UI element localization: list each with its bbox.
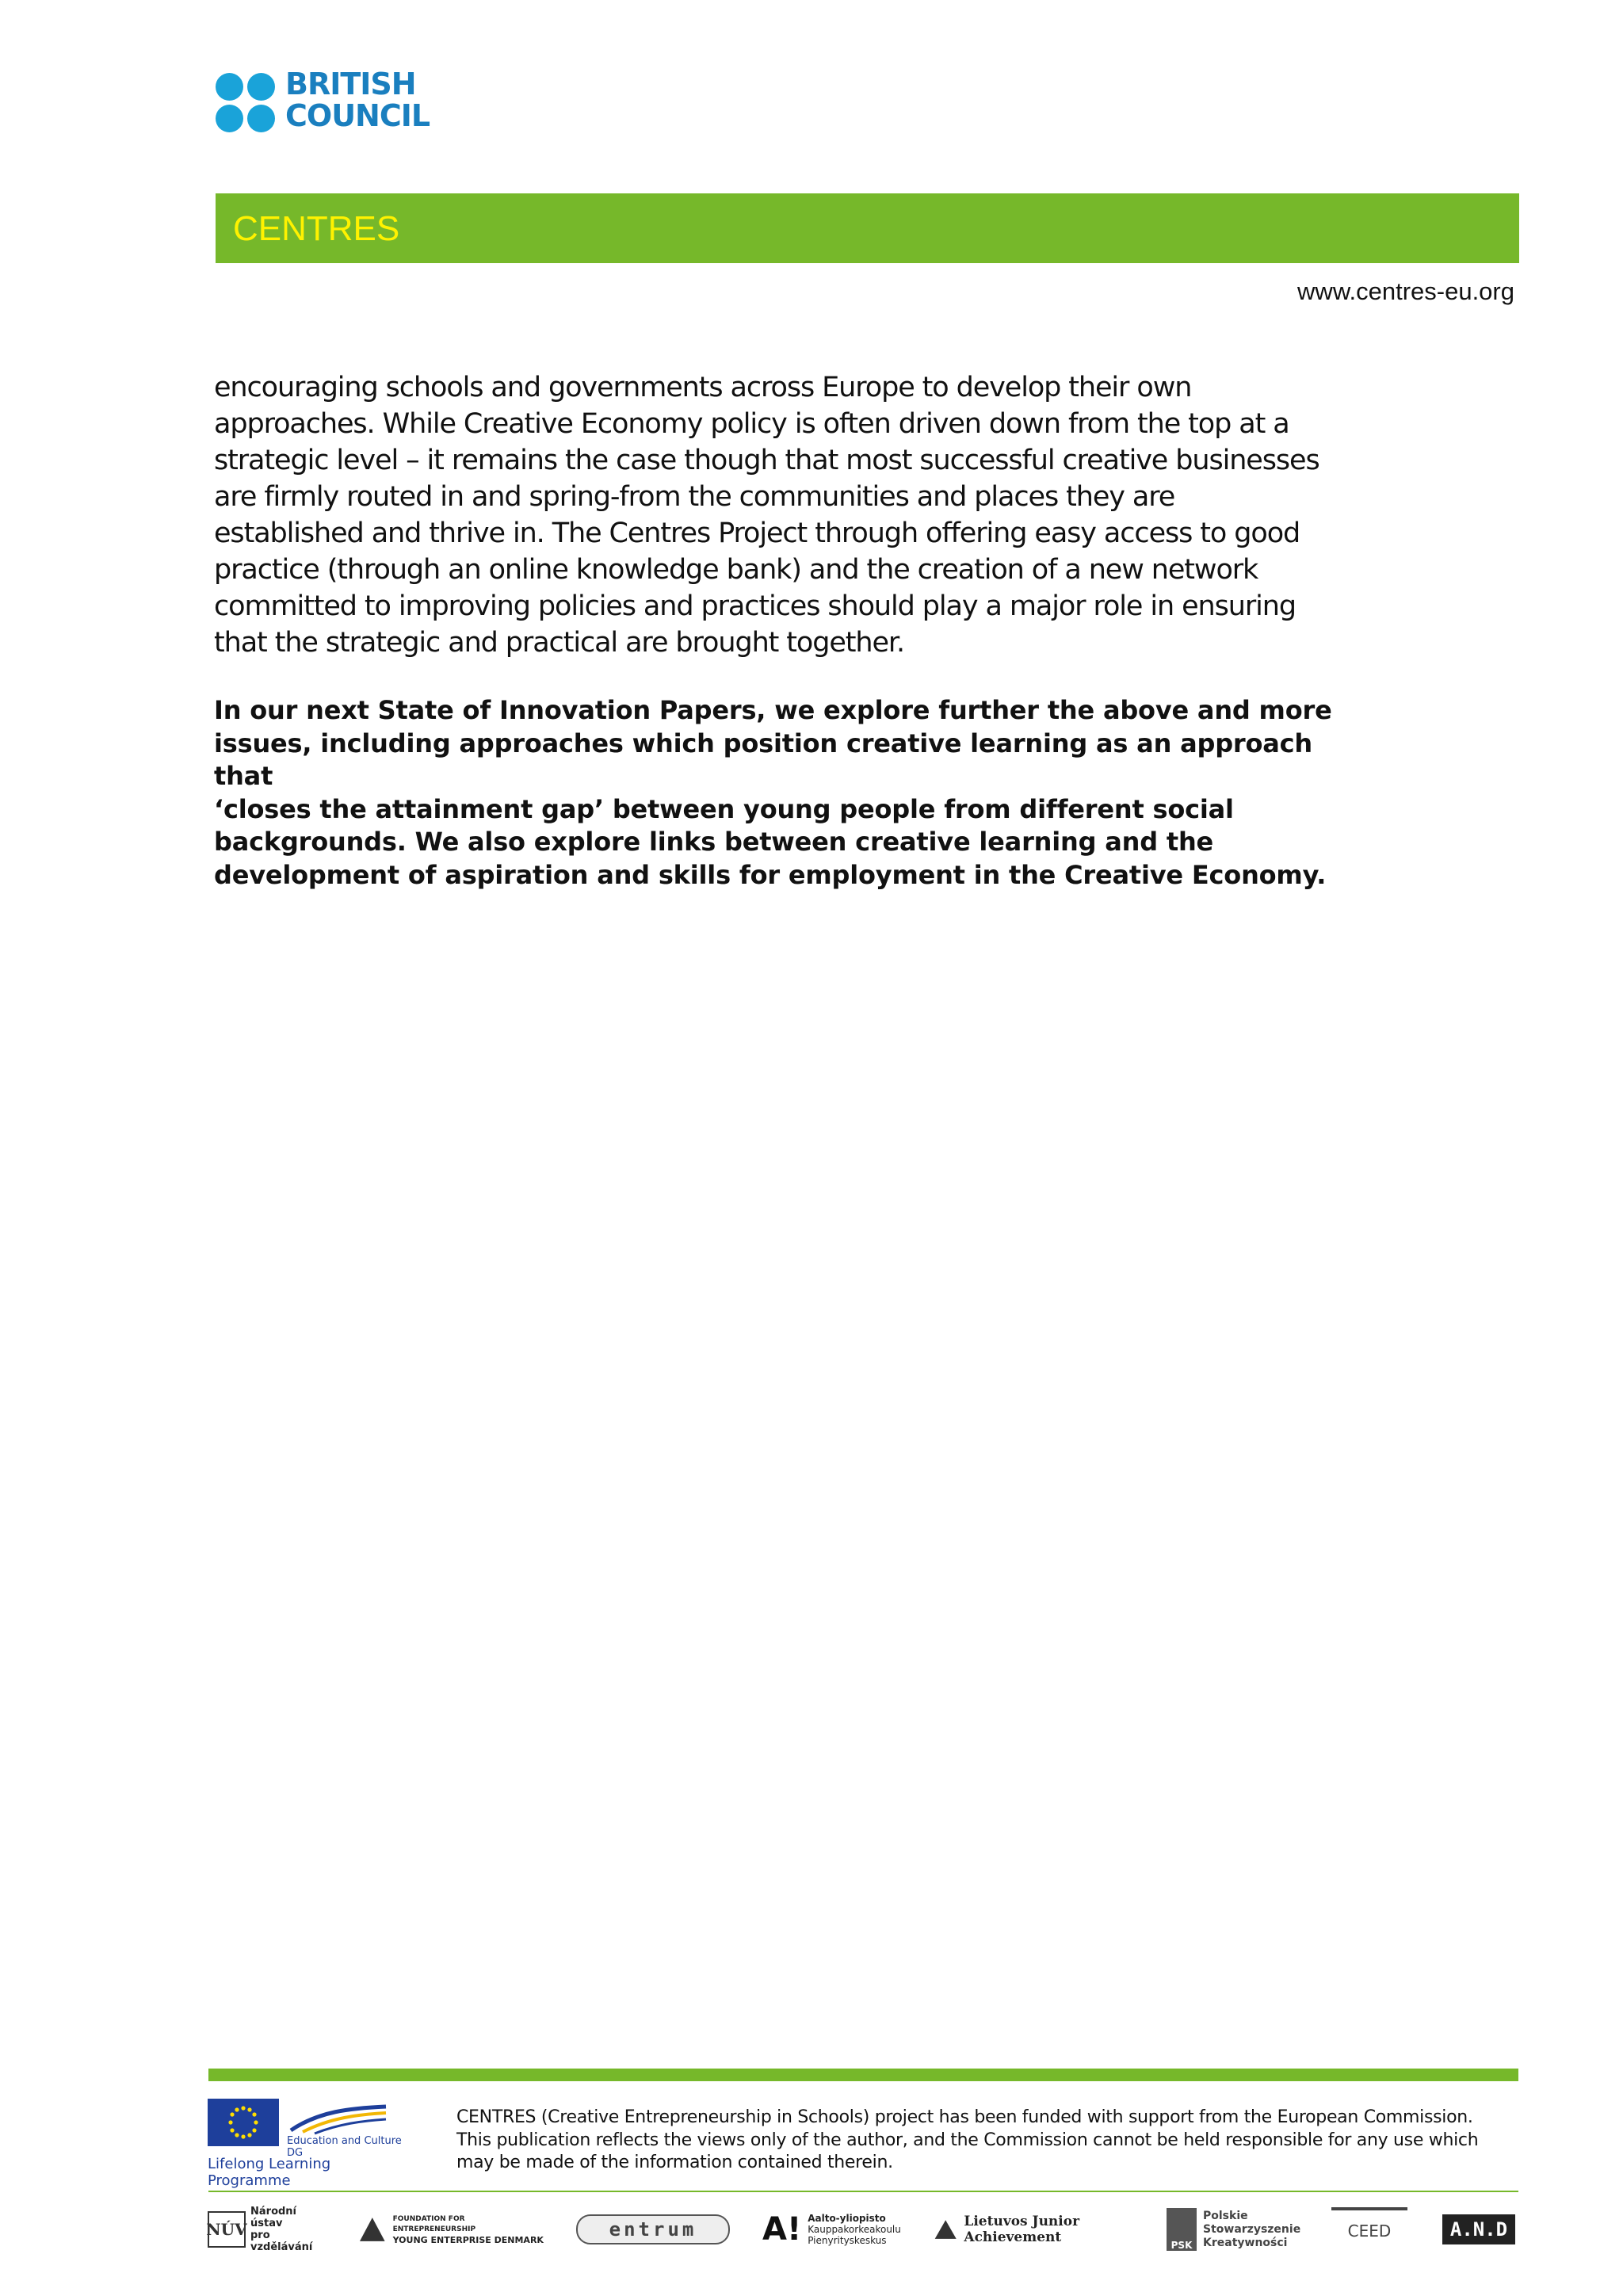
- centres-banner: [216, 193, 1519, 263]
- entrum-logo: entrum: [576, 2203, 735, 2256]
- and-logo: A.N.D: [1442, 2203, 1520, 2256]
- aalto-a-icon: A!: [762, 2211, 802, 2248]
- british-council-logo: [216, 68, 430, 141]
- yed-triangle-icon: [358, 2216, 387, 2243]
- british-council-wordmark: BRITISH COUNCIL: [285, 67, 430, 133]
- footer-green-rule: [208, 2069, 1518, 2081]
- nuv-icon: NÚV: [208, 2211, 246, 2248]
- aalto-logo: A! Aalto-yliopisto Kauppakorkeakoulu Pienyrityskeskus: [762, 2211, 901, 2248]
- bold-paragraph: In our next State of Innovation Papers, we explore further the above and more issues, including approaches which position creative learning as an approach that ‘closes the attainment gap’ between young people from different social backgrounds. We also explore links between creative learning and the development of aspiration and skills for employment in the Creative Economy.: [214, 695, 1332, 890]
- llp-label: Lifelong Learning Programme: [208, 2156, 331, 2189]
- banner-title: CENTRES: [233, 209, 400, 248]
- eu-flag-icon: [208, 2099, 279, 2146]
- eu-llp-logo: [208, 2099, 406, 2189]
- yed-logo: FOUNDATION FOR ENTREPRENEURSHIP YOUNG ENTERPRISE DENMARK: [358, 2203, 548, 2256]
- education-culture-swoosh-icon: [287, 2103, 390, 2135]
- british-council-dots-icon: [216, 73, 277, 135]
- body-paragraph: encouraging schools and governments across Europe to develop their own approaches. While Creative Economy policy is often driven down from the top at a strategic level – it remains the case though that most successful creative businesses are firmly routed in and spring-from the communities and places they are established and thrive in. The Centres Project through offering easy access to good practice (through an online knowledge bank) and the creation of a new network committed to improving policies and practices should play a major role in ensuring that the strategic and practical are brought together.: [214, 372, 1319, 659]
- funding-disclaimer: CENTRES (Creative Entrepreneurship in Schools) project has been funded with support from the European Commission. This publication reflects the views only of the author, and the Commission cannot be held responsible for any use which may be made of the information contained therein.: [456, 2107, 1479, 2172]
- footer-thin-rule: [208, 2191, 1518, 2192]
- partner-logos: [208, 2203, 1520, 2256]
- lja-logo: Lietuvos Junior Achievement: [934, 2203, 1148, 2256]
- psk-icon: PSK: [1167, 2208, 1197, 2251]
- lja-triangle-icon: [934, 2217, 957, 2242]
- ceed-logo: CEED: [1331, 2203, 1419, 2256]
- eac-label: Education and Culture DG: [287, 2135, 402, 2159]
- psk-logo: PSK Polskie Stowarzyszenie Kreatywności: [1167, 2203, 1309, 2256]
- website-url[interactable]: www.centres-eu.org: [1297, 277, 1514, 305]
- nuv-logo: NÚV Národní ústav pro vzdělávání: [206, 2206, 313, 2253]
